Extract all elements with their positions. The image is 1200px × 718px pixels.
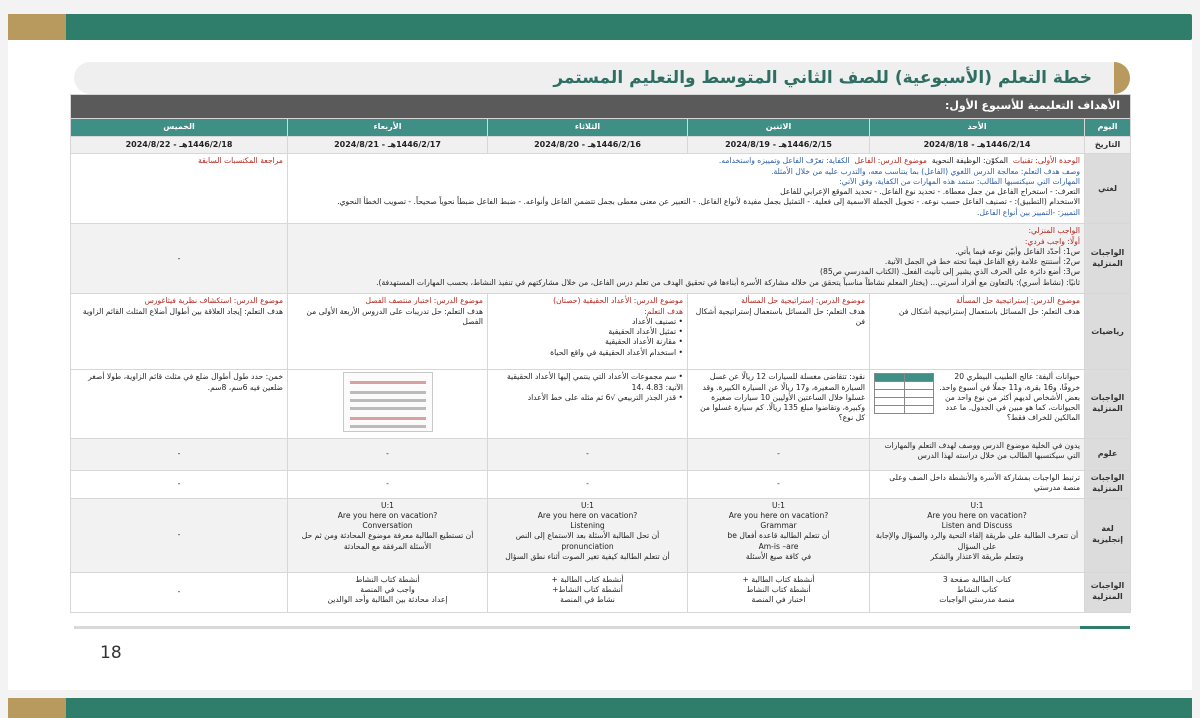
science-homework-label: الواجبات المنزلية: [1085, 470, 1131, 498]
arabic-hw-q1: س1: أحدّد الفاعل وأبيّن نوعه فيما يأتي.: [955, 246, 1081, 256]
english-tue-skill: Listening: [570, 521, 605, 531]
english-hw-tuesday: [488, 572, 688, 612]
science-homework-row: [71, 470, 1131, 498]
english-sunday: [870, 498, 1085, 572]
list-item: نشاط في المنصة: [560, 595, 615, 605]
math-hw-tue-list: [492, 372, 683, 403]
english-mon-title: ?Are you here on vacation: [728, 510, 829, 520]
date-thursday: 1446/2/18هـ - 2024/8/22: [71, 136, 288, 154]
english-mon-goal: أن تتعلم الطالبة قاعدة أفعال be: [727, 531, 830, 541]
arabic-homework-label: الواجبات المنزلية: [1085, 224, 1131, 294]
list-item: • مقارنة الأعداد الحقيقية: [492, 337, 683, 347]
page-number: 18: [100, 643, 122, 663]
english-tue-skill2: pronunciation: [561, 541, 614, 551]
math-mon-goal: هدف التعلم: حل المسائل باستعمال إستراتيجية أشكال فن: [695, 306, 866, 326]
math-homework-row: [71, 370, 1131, 438]
english-homework-label: الواجبات المنزلية: [1085, 572, 1131, 612]
arabic-hw-individual: أولًا: واجب فردي:: [1024, 236, 1081, 246]
arabic-component: المكوّن: الوظيفة النحوية: [931, 156, 1009, 166]
arabic-goal: وصف هدف التعلم: معالجة الدرس اللغوي (الفاعل) بما يتناسب معه، والتدرب عليه من خلال الأمثلة.: [771, 166, 1081, 176]
math-hw-monday: نقود: تتقاضى مغسلة للسيارات 12 ريالًا عن غسل السيارة الصغيرة، و17 ريالًا عن السيارة الكبيرة. وقد غسلوا خلال الساعتين الأوليين 10 سيارات صغيرة وكبيرة، وتقاضوا مبلغ 135 ريالًا. كم سيارة غسلوا من كل نوع؟: [688, 370, 870, 438]
english-hw-monday: [688, 572, 870, 612]
list-item: أنشطة كتاب النشاط: [746, 584, 811, 594]
english-hw-sunday: [870, 572, 1085, 612]
list-item: • استخدام الأعداد الحقيقية في واقع الحياة: [492, 348, 683, 358]
math-hw-thursday: خمن: حدد طول أطوال ضلع في مثلث قائم الزاوية، طولا أصغر ضلعين فيه 6سم، 8سم.: [71, 370, 288, 438]
weekly-plan-table: [70, 94, 1131, 613]
arabic-competency: الكفاية: تعرّف الفاعل وتمييزه واستخدامه.: [718, 156, 850, 166]
arabic-topic: موضوع الدرس: الفاعل: [854, 156, 927, 166]
english-tue-unit: U:1: [581, 500, 594, 510]
arabic-hw-q2: س2: أستنتج علامة رفع الفاعل فيما تحته خط في الجمل الآتية.: [884, 257, 1081, 267]
science-sunday: يدون في الخلية موضوع الدرس ووصف لهدف التعلم والمهارات التي سيكتسبها الطالب من خلال دراسته لهذا الدرس: [870, 438, 1085, 470]
math-thursday: [71, 294, 288, 370]
page-title: خطة التعلم (الأسبوعية) للصف الثاني المتوسط والتعليم المستمر: [74, 62, 1130, 94]
math-homework-label: الواجبات المنزلية: [1085, 370, 1131, 438]
english-mon-unit: U:1: [772, 500, 785, 510]
arabic-homework-row: [71, 224, 1131, 294]
english-label: لغة إنجليزية: [1085, 498, 1131, 572]
math-tue-goal: هدف التعلم:: [644, 306, 684, 316]
science-hw-tuesday: -: [488, 470, 688, 498]
date-sunday: 1446/2/14هـ - 2024/8/18: [870, 136, 1085, 154]
math-hw-wednesday: [288, 370, 488, 438]
english-hw-thursday: -: [71, 572, 288, 612]
english-thursday: -: [71, 498, 288, 572]
days-row: [71, 118, 1131, 136]
english-sun-goal2: وتتعلم طريقة الاعتذار والشكر: [930, 551, 1024, 561]
math-tuesday: [488, 294, 688, 370]
list-item: كتاب الطالبة صفحة 3: [942, 574, 1012, 584]
english-row: [71, 498, 1131, 572]
day-thursday: الخميس: [71, 118, 288, 136]
bottom-banner: [8, 698, 1192, 718]
english-wed-title: ?Are you here on vacation: [337, 510, 438, 520]
top-banner: [0, 0, 1200, 40]
math-sun-topic: موضوع الدرس: إستراتيجية حل المسألة: [956, 296, 1081, 306]
day-monday: الاثنين: [688, 118, 870, 136]
list-item: أنشطة كتاب النشاط: [355, 574, 420, 584]
list-item: إعداد محادثة بين الطالبة وأحد الوالدين: [327, 595, 448, 605]
list-item: واجب في المنصة: [360, 584, 415, 594]
math-thu-topic: موضوع الدرس: استكشاف نظرية فيثاغورس: [144, 296, 284, 306]
math-monday: [688, 294, 870, 370]
list-item: اختبار في المنصة: [751, 595, 806, 605]
math-sunday: [870, 294, 1085, 370]
english-wed-unit: U:1: [381, 500, 394, 510]
english-mon-forms: Am-is –are: [758, 541, 799, 551]
science-hw-wednesday: -: [288, 470, 488, 498]
day-tuesday: الثلاثاء: [488, 118, 688, 136]
arabic-recognition: التعرف: - استخراج الفاعل من جمل معطاة. - تحديد نوع الفاعل. - تحديد الموقع الإعرابي للفاعل: [780, 187, 1081, 197]
science-wednesday: -: [288, 438, 488, 470]
math-sun-goal: هدف التعلم: حل المسائل باستعمال إستراتيجية أشكال فن: [898, 306, 1081, 316]
english-wed-goal: أن تستطيع الطالبة معرفة موضوع المحادثة ومن ثم حل الأسئلة المرفقة مع المحادثة: [301, 531, 474, 551]
english-homework-row: [71, 572, 1131, 612]
english-monday: [688, 498, 870, 572]
arabic-hw-family: ثانيًا: (نشاط أسري): بالتعاون مع أفراد أسرتي... (يختار المعلم نشاطاً مناسباً يتحقق من خلاله مشاركة الأسرة أبناءها في تحقيق الهدف من تعلم درس الفاعل، من خلال مشاركتهم في تنفيذ النشاط، بحسب المهارات المستهدفة).: [376, 277, 1081, 287]
arabic-thursday: مراجعة المكتسبات السابقة: [71, 154, 288, 224]
math-wed-topic: موضوع الدرس: اختبار منتصف الفصل: [365, 296, 484, 306]
english-mon-skill: Grammar: [760, 521, 797, 531]
top-banner-band: [8, 14, 1192, 40]
arabic-homework-thursday: -: [71, 224, 288, 294]
date-monday: 1446/2/15هـ - 2024/8/19: [688, 136, 870, 154]
math-wednesday: [288, 294, 488, 370]
science-row: [71, 438, 1131, 470]
math-row: [71, 294, 1131, 370]
english-sun-goal: أن تتعرف الطالبة على طريقة إلقاء التحية والرد والسؤال والإجابة على السؤال: [875, 531, 1079, 551]
science-hw-monday: -: [688, 470, 870, 498]
date-wednesday: 1446/2/17هـ - 2024/8/21: [288, 136, 488, 154]
arabic-hw-q3: س3: أضع دائرة على الحرف الذي يشير إلى تأنيث الفعل. (الكتاب المدرسي ص85): [820, 267, 1081, 277]
math-hw-tuesday: [488, 370, 688, 438]
day-wednesday: الأربعاء: [288, 118, 488, 136]
english-wednesday: [288, 498, 488, 572]
english-tue-goal: أن تحل الطالبة الأسئلة بعد الاستماع إلى النص: [515, 531, 660, 541]
arabic-label: لغتي: [1085, 154, 1131, 224]
section-heading: الأهداف التعليمية للأسبوع الأول:: [71, 95, 1131, 119]
math-label: رياضيات: [1085, 294, 1131, 370]
list-item: أنشطة كتاب الطالبة +: [742, 574, 815, 584]
document-page: [8, 40, 1192, 690]
list-item: • تمثيل الأعداد الحقيقية: [492, 327, 683, 337]
list-item: أنشطة كتاب الطالبة +: [551, 574, 624, 584]
math-tue-goals-list: [492, 317, 683, 358]
english-wed-skill: Conversation: [362, 521, 413, 531]
math-wed-goal: هدف التعلم: حل تدريبات على الدروس الأربعة الأولى من الفصل: [306, 306, 484, 326]
arabic-homework: [288, 224, 1085, 294]
math-hw-sun-text: حيوانات أليفة: عالج الطبيب البيطري 20 خروفًا، و16 بقرة، و11 جملًا في أسبوع واحد. بعض الأشخاص لديهم أكثر من نوع واحد من الحيوانات، كما هو مبين في الجدول. ما عدد المالكين للخراف فقط؟: [939, 372, 1081, 423]
list-item: • سم مجموعات الأعداد التي ينتمي إليها الأعداد الحقيقية الآتية: 4.83 ،14: [492, 372, 683, 393]
arabic-skills: المهارات التي سيكتسبها الطالب: ستمد هذه المهارات من الكفاية، وفق الآتي:: [839, 176, 1081, 186]
list-item: كتاب النشاط: [956, 584, 998, 594]
math-hw-sunday: [870, 370, 1085, 438]
dates-row: [71, 136, 1131, 154]
arabic-application: الاستخدام (التطبيق): - تصنيف الفاعل حسب نوعه. - تحويل الجملة الاسمية إلى فعلية. - التمثيل بجمل مفيدة لأنواع الفاعل. - التعبير عن معنى معطى بجمل تتضمن الفاعل وأنواعه. - ضبط الفاعل ضبطاً نحوياً صحيحاً. - تصويب الخطأ النحوي.: [337, 197, 1081, 207]
math-tue-topic: موضوع الدرس: الأعداد الحقيقية (حصتان): [553, 296, 684, 306]
arabic-row: [71, 154, 1131, 224]
dates-label: التاريخ: [1085, 136, 1131, 154]
date-tuesday: 1446/2/16هـ - 2024/8/20: [488, 136, 688, 154]
days-label: اليوم: [1085, 118, 1131, 136]
list-item: • تصنيف الأعداد: [492, 317, 683, 327]
english-mon-goal2: في كافة صيغ الأسئلة: [745, 551, 812, 561]
arabic-distinction: التمييز: -التمييز بين أنواع الفاعل.: [977, 207, 1081, 217]
arabic-objectives: [288, 154, 1085, 224]
arabic-hw-title: الواجب المنزلي:: [1028, 226, 1081, 236]
science-hw-thursday: -: [71, 470, 288, 498]
english-tuesday: [488, 498, 688, 572]
list-item: منصة مدرستي الواجبات: [939, 595, 1015, 605]
list-item: • قدر الجذر التربيعي √6 ثم مثله على خط الأعداد: [492, 393, 683, 403]
english-sun-title: ?Are you here on vacation: [927, 510, 1027, 520]
english-hw-wednesday: [288, 572, 488, 612]
math-thu-goal: هدف التعلم: إيجاد العلاقة بين أطوال أضلاع المثلث القائم الزاوية: [82, 306, 284, 316]
day-sunday: الأحد: [870, 118, 1085, 136]
math-mon-topic: موضوع الدرس: إستراتيجية حل المسألة: [741, 296, 866, 306]
science-monday: -: [688, 438, 870, 470]
pets-table-image: [874, 373, 934, 414]
divider: [74, 626, 1130, 629]
english-tue-title: ?Are you here on vacation: [537, 510, 638, 520]
science-tuesday: -: [488, 438, 688, 470]
list-item: أنشطة كتاب النشاط+: [552, 584, 623, 594]
science-thursday: -: [71, 438, 288, 470]
arabic-unit: الوحدة الأولى: تقنيات: [1012, 156, 1081, 166]
english-tue-goal2: أن تتعلم الطالبة كيفية تغير الصوت أثناء نطق السؤال: [505, 551, 670, 561]
exam-worksheet-image: [343, 372, 433, 432]
english-sun-unit: U:1: [970, 500, 984, 510]
english-sun-skill: Listen and Discuss: [941, 521, 1013, 531]
science-label: علوم: [1085, 438, 1131, 470]
science-hw-sunday: ترتبط الواجبات بمشاركة الأسرة والأنشطة داخل الصف وعلى منصة مدرستي: [870, 470, 1085, 498]
